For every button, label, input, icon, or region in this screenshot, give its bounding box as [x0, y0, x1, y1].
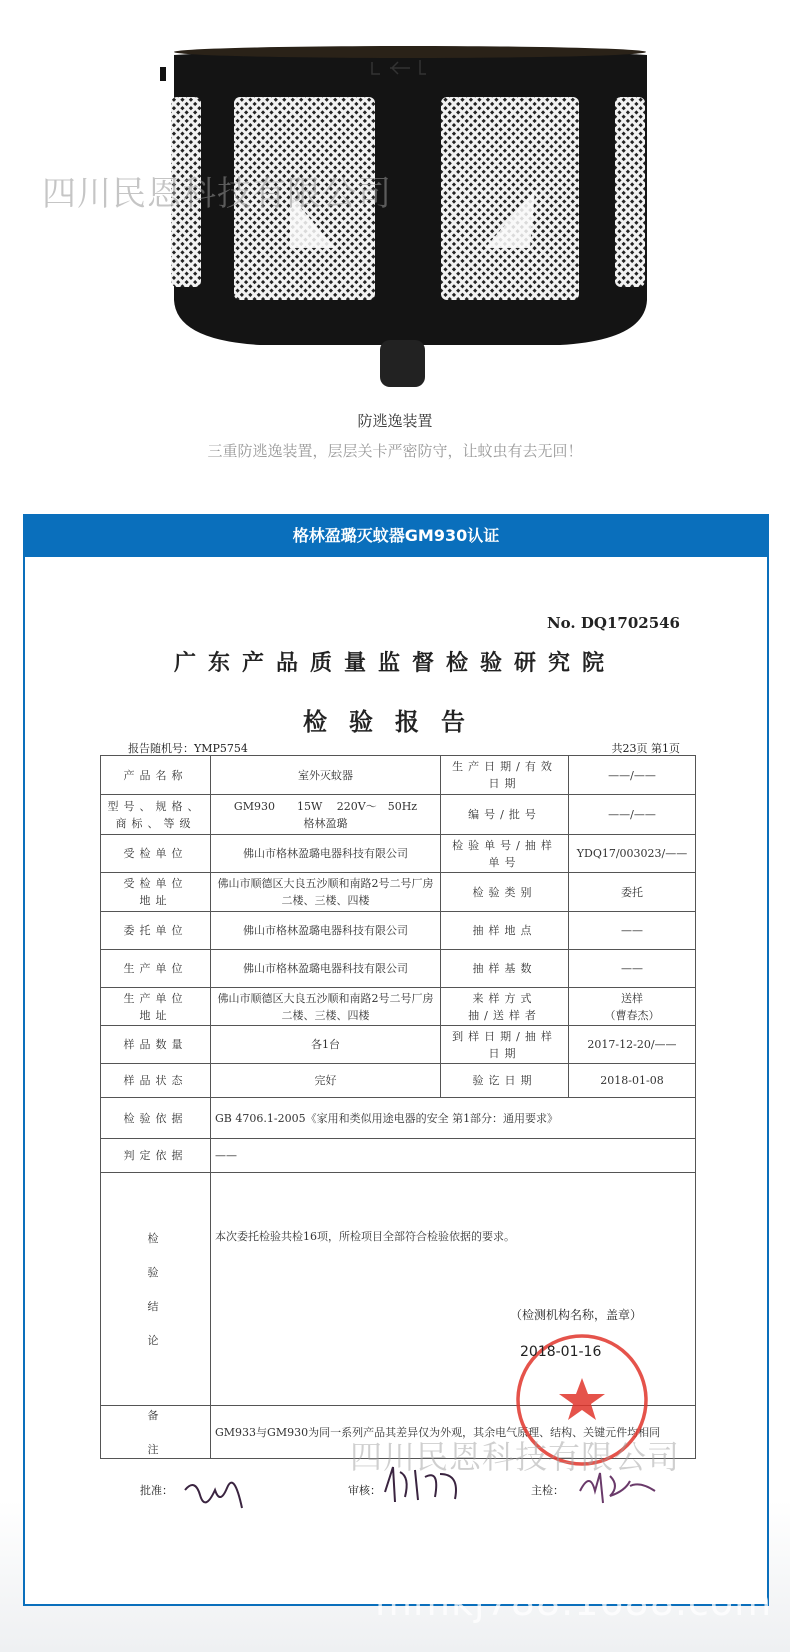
stamp-date: 2018-01-16 — [520, 1344, 602, 1360]
stamp-note: （检测机构名称，盖章） — [510, 1308, 643, 1322]
row-value: 本次委托检验共检16项，所检项目全部符合检验依据的要求。 — [211, 1173, 696, 1406]
row-label: 受检单位 地址 — [101, 873, 211, 912]
row-label: 委托单位 — [101, 912, 211, 950]
approve-signature — [180, 1470, 250, 1510]
table-row — [101, 756, 696, 795]
random-number: 报告随机号：YMP5754 — [128, 742, 248, 755]
row-label: 生产单位 — [101, 950, 211, 988]
row-value: 佛山市格林盈璐电器科技有限公司 — [211, 950, 441, 988]
inspector-signature — [575, 1466, 660, 1506]
table-row — [101, 988, 696, 1026]
row-value-2: 2018-01-08 — [569, 1064, 696, 1098]
row-value-2: 委托 — [569, 873, 696, 912]
table-row — [101, 835, 696, 873]
row-value-2: 2017-12-20/—— — [569, 1026, 696, 1064]
row-value-2: —— — [569, 912, 696, 950]
row-value-2: ——/—— — [569, 756, 696, 795]
row-value: GB 4706.1-2005《家用和类似用途电器的安全 第1部分：通用要求》 — [211, 1098, 696, 1139]
row-label-2: 来样方式 抽/送样者 — [441, 988, 569, 1026]
review-label: 审核： — [348, 1484, 381, 1497]
row-label: 样品状态 — [101, 1064, 211, 1098]
row-value-2: YDQ17/003023/—— — [569, 835, 696, 873]
report-number: No. DQ1702546 — [546, 614, 680, 632]
row-label: 生产单位 地址 — [101, 988, 211, 1026]
row-value: 佛山市顺德区大良五沙顺和南路2号二号厂房二楼、三楼、四楼 — [211, 873, 441, 912]
site-watermark: mmkj788.1688.com — [375, 1580, 773, 1624]
row-value: 佛山市格林盈璐电器科技有限公司 — [211, 835, 441, 873]
row-value: GM930 15W 220V～ 50Hz 格林盈璐 — [211, 795, 441, 835]
table-row — [101, 1098, 696, 1139]
row-label-2: 到样日期/抽样日期 — [441, 1026, 569, 1064]
page-count: 共23页 第1页 — [611, 742, 680, 755]
row-label: 判定依据 — [101, 1139, 211, 1173]
row-label-2: 编号/批号 — [441, 795, 569, 835]
row-label-2: 验讫日期 — [441, 1064, 569, 1098]
row-value: 室外灭蚊器 — [211, 756, 441, 795]
row-value-2: —— — [569, 950, 696, 988]
row-label: 产品名称 — [101, 756, 211, 795]
approve-label: 批准： — [140, 1484, 173, 1497]
feature-title: 防逃逸装置 — [357, 412, 433, 430]
row-label-2: 生产日期/有效日期 — [441, 756, 569, 795]
watermark-document: 四川民恩科技有限公司 — [350, 1438, 681, 1476]
institute-name: 广东产品质量监督检验研究院 — [173, 650, 616, 676]
table-row — [101, 1026, 696, 1064]
table-row — [101, 1139, 696, 1173]
row-value-2: ——/—— — [569, 795, 696, 835]
row-value: 完好 — [211, 1064, 441, 1098]
certificate-header: 格林盈璐灭蚊器GM930认证 — [23, 514, 769, 557]
row-value: 佛山市顺德区大良五沙顺和南路2号二号厂房二楼、三楼、四楼 — [211, 988, 441, 1026]
report-title: 检验报告 — [303, 707, 487, 736]
table-row — [101, 795, 696, 835]
row-value: —— — [211, 1139, 696, 1173]
row-label: 受检单位 — [101, 835, 211, 873]
table-row — [101, 873, 696, 912]
table-row — [101, 950, 696, 988]
row-label: 样品数量 — [101, 1026, 211, 1064]
watermark: 四川民恩科技有限公司 — [42, 174, 392, 214]
row-label: 检 验 结 论 — [101, 1173, 211, 1406]
row-value-2: 送样 （曹春杰） — [569, 988, 696, 1026]
row-label-2: 检验类别 — [441, 873, 569, 912]
row-value: 佛山市格林盈璐电器科技有限公司 — [211, 912, 441, 950]
row-label-2: 检验单号/抽样单号 — [441, 835, 569, 873]
row-value: GM933与GM930为同一系列产品其差异仅为外观，其余电气原理、结构、关键元件均相同 — [211, 1406, 696, 1459]
inspector-label: 主检： — [531, 1484, 564, 1497]
table-row — [101, 912, 696, 950]
row-value: 各1台 — [211, 1026, 441, 1064]
row-label: 备 注 — [101, 1406, 211, 1459]
review-signature — [380, 1462, 470, 1508]
feature-subtitle: 三重防逃逸装置，层层关卡严密防守，让蚊虫有去无回！ — [207, 442, 583, 460]
row-label: 型号、规格、商标、等级 — [101, 795, 211, 835]
row-label-2: 抽样基数 — [441, 950, 569, 988]
row-label-2: 抽样地点 — [441, 912, 569, 950]
row-label: 检验依据 — [101, 1098, 211, 1139]
table-row — [101, 1064, 696, 1098]
